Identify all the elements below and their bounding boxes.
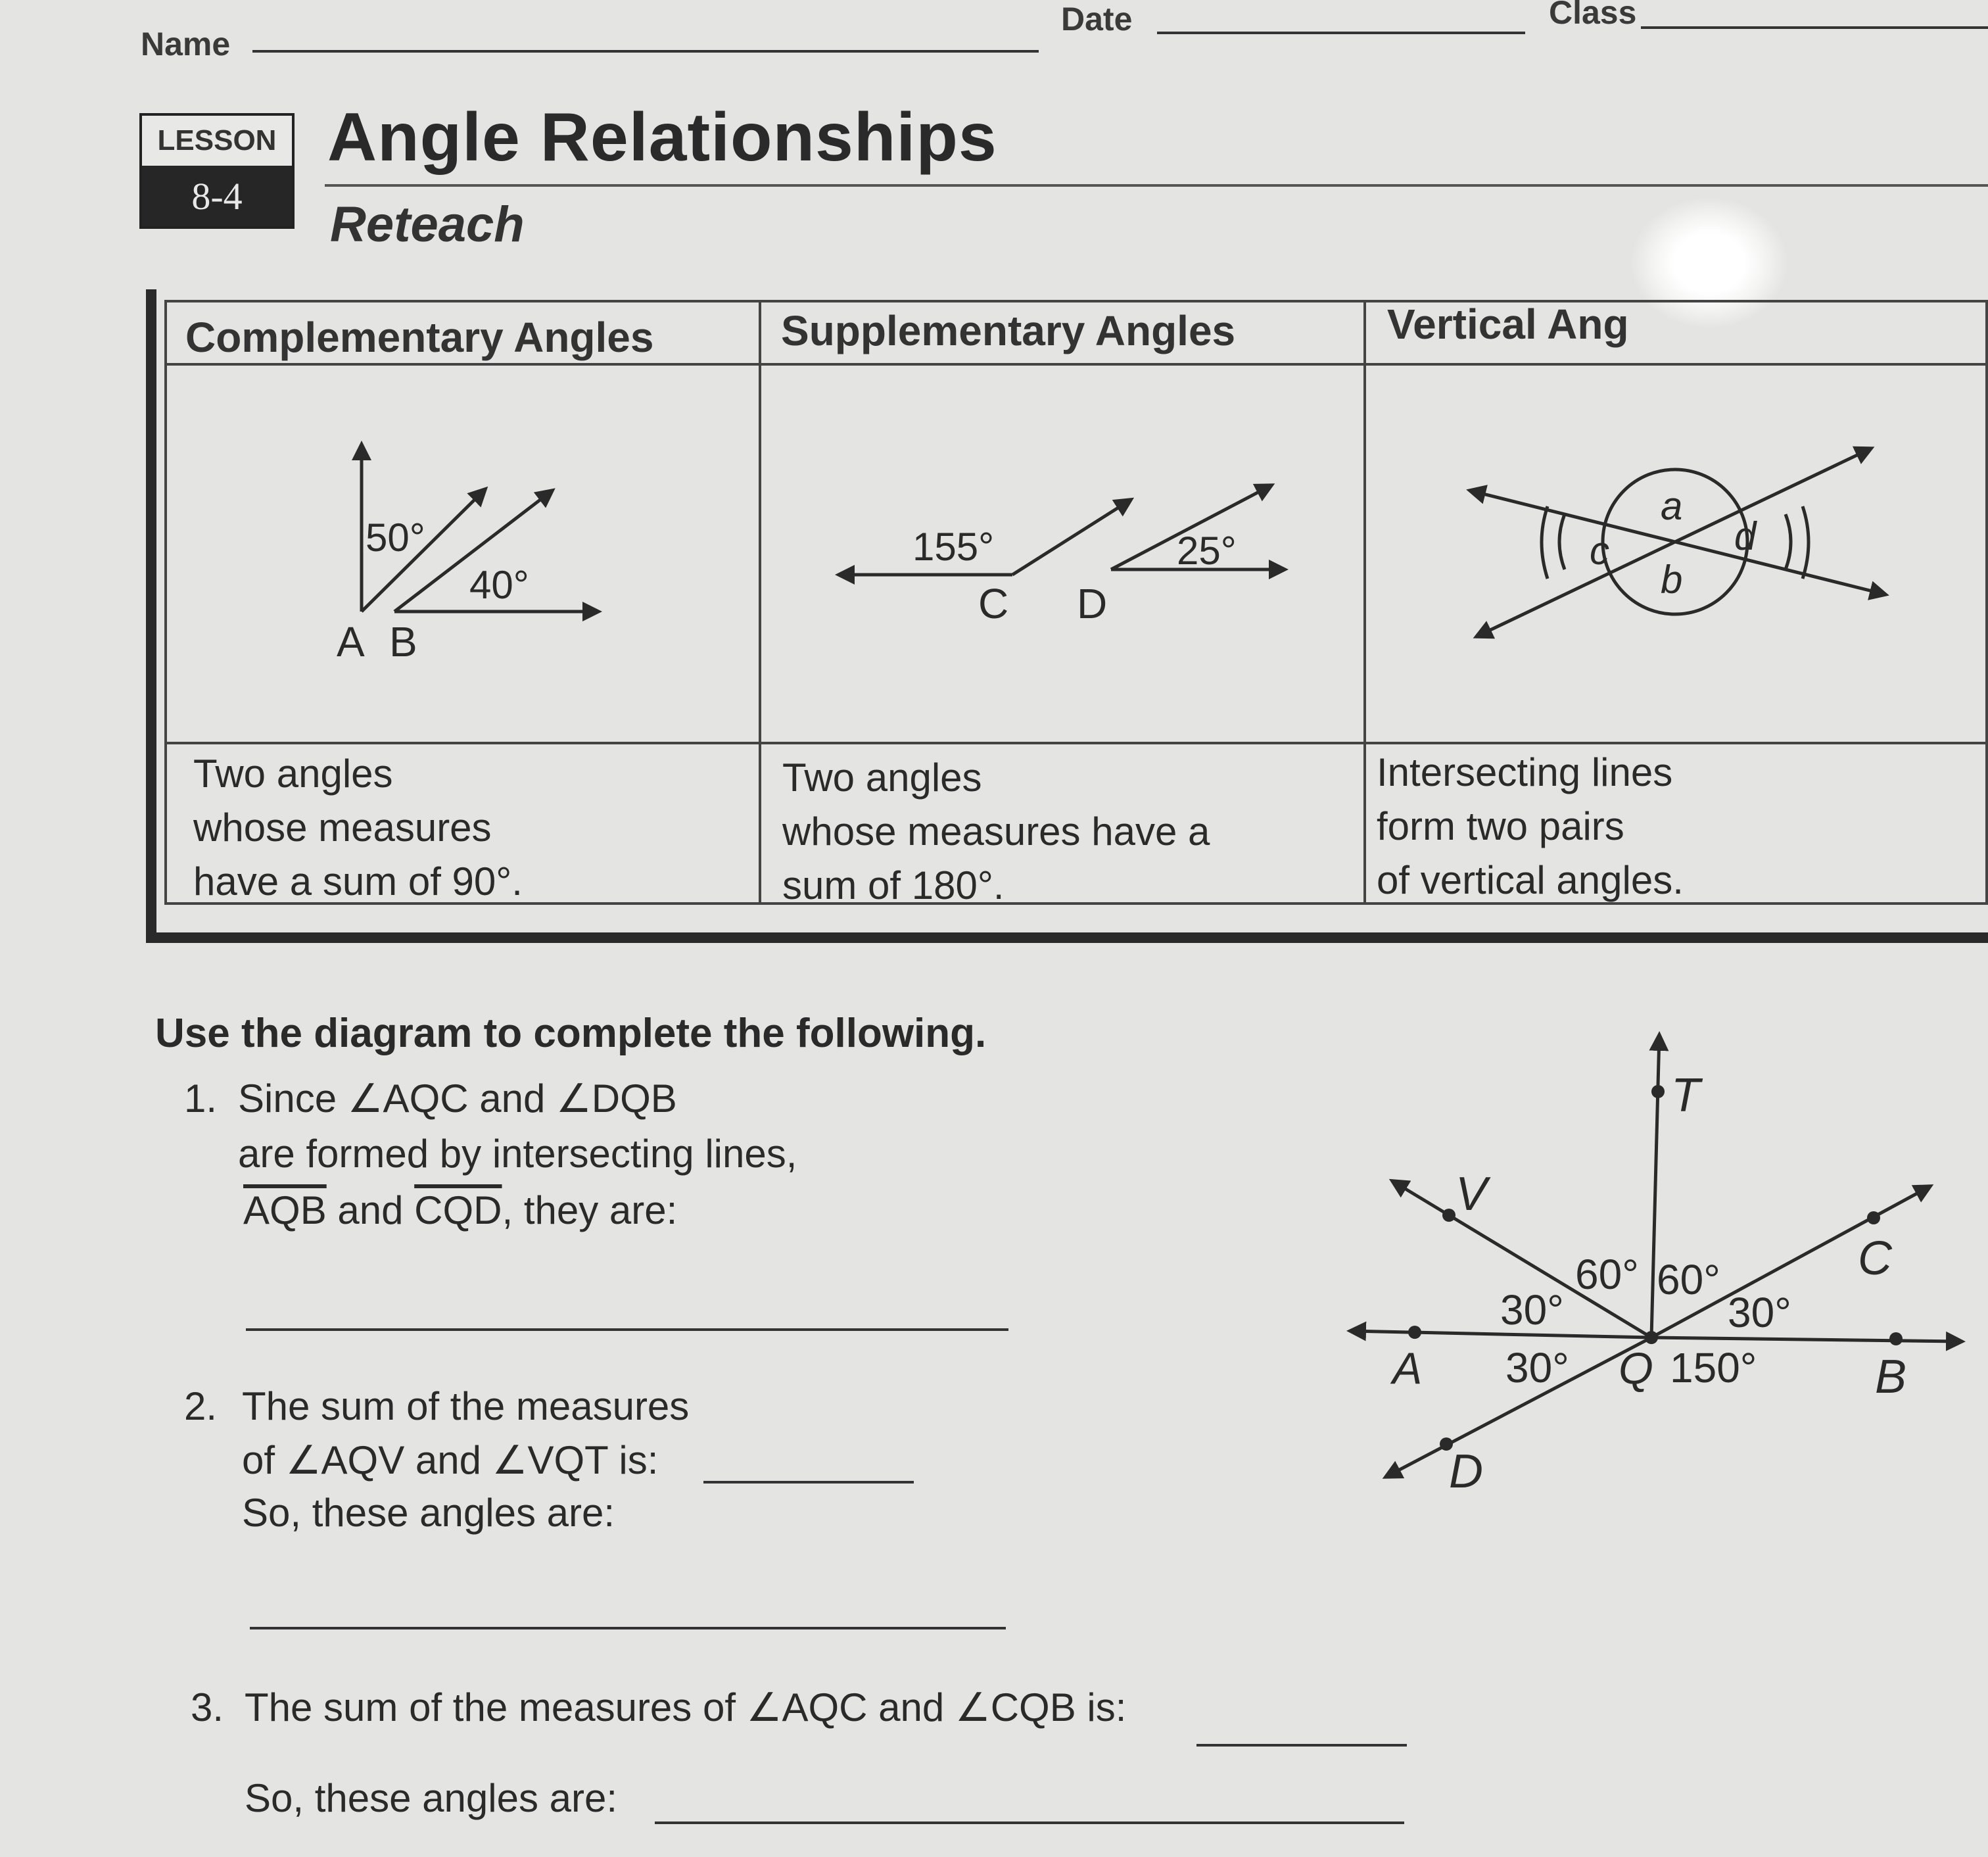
- vertical-heading: Vertical Ang: [1387, 301, 1629, 348]
- page-title: Angle Relationships: [327, 99, 997, 176]
- angle-tqc: 60°: [1657, 1256, 1720, 1303]
- point-c: C: [1858, 1232, 1892, 1285]
- q2-line-1: The sum of the measures: [242, 1384, 690, 1428]
- q2-line-2: of ∠AQV and ∠VQT is:: [242, 1438, 659, 1482]
- angle-aqd: 30°: [1505, 1344, 1569, 1391]
- point-c-label: C: [978, 580, 1009, 627]
- angle-dqb: 150°: [1670, 1344, 1757, 1391]
- class-label: Class: [1549, 0, 1637, 31]
- q2-line-3: So, these angles are:: [242, 1491, 615, 1535]
- q3-number: 3.: [191, 1685, 224, 1729]
- angle-aqv: 30°: [1500, 1286, 1564, 1334]
- point-v: V: [1456, 1168, 1488, 1220]
- vertical-c-label: c: [1590, 529, 1609, 573]
- segment-aqb: $\overline{AQB}$: [243, 1188, 327, 1232]
- angle-40-label: 40°: [469, 563, 529, 607]
- vertical-d-label: d: [1734, 514, 1757, 558]
- point-q: Q: [1619, 1343, 1653, 1393]
- vertical-b-label: b: [1661, 558, 1683, 602]
- point-b-label: B: [389, 618, 417, 665]
- supplementary-desc-line-1: Two angles: [782, 756, 982, 800]
- point-d-label: D: [1077, 580, 1108, 627]
- point-d: D: [1449, 1445, 1483, 1498]
- line-ab-right: [1651, 1338, 1962, 1341]
- vertical-desc-line-2: form two pairs: [1377, 804, 1624, 848]
- name-label: Name: [141, 26, 231, 62]
- complementary-desc-line-3: have a sum of 90°.: [193, 859, 523, 904]
- point-a: A: [1392, 1343, 1423, 1393]
- q2-number: 2.: [184, 1384, 218, 1428]
- complementary-heading: Complementary Angles: [185, 314, 654, 361]
- instructions: Use the diagram to complete the following.: [155, 1011, 987, 1056]
- angle-50-label: 50°: [366, 516, 425, 560]
- vertical-desc-line-1: Intersecting lines: [1377, 750, 1673, 794]
- q3-line-2: So, these angles are:: [245, 1776, 618, 1820]
- segment-cqd: $\overline{CQD}$: [414, 1188, 502, 1232]
- complementary-desc-line-2: whose measures: [193, 806, 492, 850]
- q1-line-1: Since ∠AQC and ∠DQB: [238, 1076, 677, 1121]
- point-b: B: [1875, 1351, 1907, 1403]
- date-label: Date: [1061, 1, 1133, 37]
- angle-vqt: 60°: [1575, 1251, 1639, 1298]
- complementary-desc-line-1: Two angles: [193, 752, 393, 796]
- vertical-a-label: a: [1661, 484, 1683, 528]
- angle-25-label: 25°: [1177, 529, 1237, 573]
- lesson-label: LESSON: [157, 124, 277, 157]
- page-subtitle: Reteach: [330, 197, 525, 253]
- angle-155-label: 155°: [912, 525, 995, 569]
- vertical-desc-line-3: of vertical angles.: [1377, 858, 1684, 902]
- q1-tail: , they are:: [502, 1188, 678, 1232]
- point-t: T: [1671, 1069, 1700, 1122]
- supplementary-desc-line-3: sum of 180°.: [782, 863, 1005, 907]
- supplementary-heading: Supplementary Angles: [781, 307, 1236, 354]
- point-a-label: A: [337, 618, 365, 665]
- q1-number: 1.: [184, 1076, 218, 1121]
- angle-cqb: 30°: [1728, 1289, 1791, 1336]
- q1-line-2: are formed by intersecting lines,: [238, 1132, 797, 1176]
- q3-line-1: The sum of the measures of ∠AQC and ∠CQB is:: [245, 1685, 1127, 1729]
- supplementary-desc-line-2: whose measures have a: [782, 809, 1210, 854]
- lesson-number: 8-4: [142, 166, 292, 226]
- q1-and: and: [337, 1188, 404, 1232]
